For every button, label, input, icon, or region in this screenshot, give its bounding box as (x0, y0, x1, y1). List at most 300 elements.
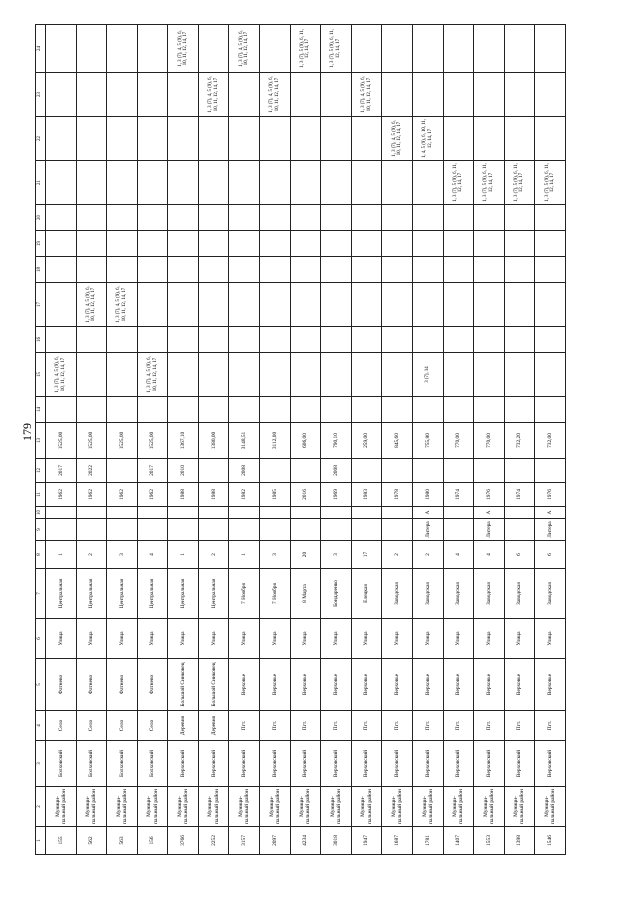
rotated-table-area (35, 25, 566, 855)
housing-registry-table (35, 24, 566, 855)
column-number: 24 (36, 25, 46, 73)
table-cell: Верховье (321, 659, 352, 711)
table-cell: Пгт. (412, 711, 443, 741)
table-body (36, 25, 566, 855)
table-cell: Муници-пальный район (412, 787, 443, 827)
table-cell: Пгт. (535, 711, 566, 741)
table-cell: А (535, 507, 566, 519)
table-cell (382, 161, 413, 205)
table-cell: 2008 (229, 459, 260, 483)
table-row (198, 25, 229, 855)
column-number: 16 (36, 327, 46, 353)
table-row (382, 25, 413, 855)
table-cell (321, 507, 352, 519)
table-cell (168, 205, 199, 231)
table-cell (474, 459, 505, 483)
table-cell: 2 (412, 541, 443, 569)
table-cell: Верховский (321, 741, 352, 787)
table-cell (107, 257, 138, 283)
table-cell: Заводская (474, 569, 505, 619)
table-cell (137, 283, 168, 327)
column-number: 6 (36, 619, 46, 659)
column-number: 12 (36, 459, 46, 483)
table-cell: 1982 (229, 483, 260, 507)
table-cell: 2252 (198, 827, 229, 855)
table-cell (474, 257, 505, 283)
table-cell: 1407 (443, 827, 474, 855)
table-cell: Верховский (260, 741, 291, 787)
table-cell: Деревня (198, 711, 229, 741)
table-cell: Пгт. (474, 711, 505, 741)
table-cell: Болховский (107, 741, 138, 787)
table-cell: 1, 3 (7), 5 (9), 6, 11, 12, 14, 17 (443, 161, 474, 205)
table-cell: Заводская (443, 569, 474, 619)
table-cell: Село (76, 711, 107, 741)
table-cell (168, 257, 199, 283)
table-cell: Деревня (168, 711, 199, 741)
table-cell: Верховский (382, 741, 413, 787)
table-cell (198, 327, 229, 353)
table-cell: Литера (474, 519, 505, 541)
table-cell (46, 161, 77, 205)
table-cell: Пгт. (504, 711, 535, 741)
column-number-row (36, 25, 46, 855)
table-cell (229, 507, 260, 519)
table-cell: 1969 (321, 483, 352, 507)
table-cell (76, 519, 107, 541)
table-cell (351, 519, 382, 541)
table-cell (260, 459, 291, 483)
table-cell (443, 283, 474, 327)
table-row (107, 25, 138, 855)
table-row (351, 25, 382, 855)
table-cell: Улица (107, 619, 138, 659)
table-cell (412, 257, 443, 283)
table-cell (76, 231, 107, 257)
table-cell (535, 283, 566, 327)
table-cell: 156 (137, 827, 168, 855)
table-cell (474, 231, 505, 257)
table-cell (504, 25, 535, 73)
table-cell (137, 73, 168, 117)
table-cell (46, 205, 77, 231)
table-cell: Елецкая (351, 569, 382, 619)
table-cell (351, 327, 382, 353)
table-cell (198, 353, 229, 397)
table-cell (351, 283, 382, 327)
table-cell: 2022 (76, 459, 107, 483)
table-cell: Муници-пальный район (443, 787, 474, 827)
table-cell (474, 117, 505, 161)
table-cell (290, 507, 321, 519)
table-cell: Муници-пальный район (290, 787, 321, 827)
table-cell (412, 397, 443, 423)
table-cell (76, 257, 107, 283)
table-cell (351, 397, 382, 423)
table-cell: Центральная (76, 569, 107, 619)
table-cell: 1 (46, 541, 77, 569)
table-cell: Бондаренко (321, 569, 352, 619)
table-cell: Литера (535, 519, 566, 541)
table-cell: Верховье (290, 659, 321, 711)
table-cell (382, 519, 413, 541)
table-cell: 1974 (504, 483, 535, 507)
table-cell: Муници-пальный район (198, 787, 229, 827)
table-row (137, 25, 168, 855)
column-number: 14 (36, 397, 46, 423)
table-cell: 1553 (474, 827, 505, 855)
table-cell: Заводская (504, 569, 535, 619)
table-cell (412, 231, 443, 257)
table-cell (137, 397, 168, 423)
table-cell: 1, 3 (7), 5 (9), 6, 11, 12, 14, 17 (504, 161, 535, 205)
table-cell: Фатнево (137, 659, 168, 711)
table-cell: Верховье (260, 659, 291, 711)
table-row (321, 25, 352, 855)
table-cell: 155 (46, 827, 77, 855)
table-cell: Центральная (107, 569, 138, 619)
table-cell: Улица (229, 619, 260, 659)
table-cell (535, 205, 566, 231)
table-cell: 7 Ноября (229, 569, 260, 619)
table-cell (321, 73, 352, 117)
table-cell: 6 (504, 541, 535, 569)
table-cell: Улица (474, 619, 505, 659)
table-cell: Муници-пальный район (321, 787, 352, 827)
table-cell (443, 205, 474, 231)
table-cell: 1, 3 (7), 5 (9), 6, 11, 12, 14, 17 (290, 25, 321, 73)
column-number: 3 (36, 741, 46, 787)
table-cell: 1978 (382, 483, 413, 507)
table-cell: Литера (412, 519, 443, 541)
table-cell (260, 25, 291, 73)
table-cell (107, 459, 138, 483)
table-cell: 1962 (107, 483, 138, 507)
table-cell: 1525,00 (137, 423, 168, 459)
table-cell: 732,00 (535, 423, 566, 459)
table-cell: Центральная (46, 569, 77, 619)
table-cell: 3112,00 (260, 423, 291, 459)
table-cell (76, 205, 107, 231)
table-cell: Центральная (137, 569, 168, 619)
table-cell: Верховский (290, 741, 321, 787)
table-row (290, 25, 321, 855)
table-cell (443, 519, 474, 541)
table-cell (229, 231, 260, 257)
table-cell: Верховье (474, 659, 505, 711)
table-cell (76, 161, 107, 205)
table-cell (535, 459, 566, 483)
table-cell: 1525,00 (76, 423, 107, 459)
table-cell (198, 397, 229, 423)
table-cell (382, 283, 413, 327)
table-cell: 3 (260, 541, 291, 569)
table-cell: 3157 (229, 827, 260, 855)
table-cell (229, 117, 260, 161)
table-cell: Муници-пальный район (168, 787, 199, 827)
table-cell (46, 231, 77, 257)
column-number: 1 (36, 827, 46, 855)
table-cell: 790,10 (321, 423, 352, 459)
table-cell (290, 117, 321, 161)
table-cell: Пгт. (382, 711, 413, 741)
table-cell (260, 161, 291, 205)
table-cell: 3 (107, 541, 138, 569)
table-cell (382, 507, 413, 519)
table-cell: Пгт. (229, 711, 260, 741)
table-cell (260, 205, 291, 231)
table-cell (168, 231, 199, 257)
table-cell (412, 205, 443, 231)
table-cell: Муници-пальный район (229, 787, 260, 827)
table-cell: А (474, 507, 505, 519)
table-cell: Улица (351, 619, 382, 659)
table-cell: 1 (229, 541, 260, 569)
table-cell (260, 257, 291, 283)
table-cell: 1398 (504, 827, 535, 855)
table-cell: 7 Ноября (260, 569, 291, 619)
table-cell (412, 459, 443, 483)
table-cell: Верховье (382, 659, 413, 711)
table-cell (137, 519, 168, 541)
table-cell (168, 73, 199, 117)
table-cell (321, 205, 352, 231)
table-cell: Болховский (46, 741, 77, 787)
table-cell (137, 205, 168, 231)
table-cell (290, 161, 321, 205)
table-cell: 1, 3 (7), 4, 5 (9), 6, 10, 11, 12, 14, 17 (260, 73, 291, 117)
table-cell (46, 283, 77, 327)
table-cell (260, 283, 291, 327)
table-cell: 755,80 (412, 423, 443, 459)
table-cell (229, 283, 260, 327)
table-cell (474, 283, 505, 327)
table-cell: 2010 (168, 459, 199, 483)
table-cell (535, 327, 566, 353)
table-row (412, 25, 443, 855)
table-cell (76, 353, 107, 397)
table-cell: Улица (443, 619, 474, 659)
table-cell: Болховский (76, 741, 107, 787)
table-cell: Заводская (382, 569, 413, 619)
table-cell (474, 353, 505, 397)
table-cell: 1 (168, 541, 199, 569)
table-cell: Пгт. (290, 711, 321, 741)
table-cell: 20 (290, 541, 321, 569)
table-cell (290, 283, 321, 327)
table-cell: 2008 (321, 459, 352, 483)
column-number: 22 (36, 117, 46, 161)
table-cell: 259,00 (351, 423, 382, 459)
table-cell: 845,60 (382, 423, 413, 459)
table-cell (443, 507, 474, 519)
table-cell (290, 353, 321, 397)
table-cell (443, 231, 474, 257)
column-number: 23 (36, 73, 46, 117)
table-cell (382, 231, 413, 257)
table-cell (382, 257, 413, 283)
table-cell: Фатнево (107, 659, 138, 711)
column-number: 2 (36, 787, 46, 827)
table-cell: 4 (474, 541, 505, 569)
table-cell (229, 205, 260, 231)
table-cell (168, 397, 199, 423)
table-cell (229, 519, 260, 541)
column-number: 10 (36, 507, 46, 519)
table-cell (321, 327, 352, 353)
page-number: 179 (20, 423, 34, 441)
table-cell (504, 257, 535, 283)
column-number: 21 (36, 161, 46, 205)
table-cell (168, 161, 199, 205)
table-cell (260, 327, 291, 353)
table-cell: Фатнево (76, 659, 107, 711)
table-cell: 1983 (351, 483, 382, 507)
table-cell: 1976 (474, 483, 505, 507)
table-cell (107, 117, 138, 161)
table-row (260, 25, 291, 855)
table-cell: 1, 3 (7), 4, 5 (9), 6, 10, 11, 12, 14, 17 (229, 25, 260, 73)
table-cell: Улица (198, 619, 229, 659)
table-cell: Муници-пальный район (76, 787, 107, 827)
table-cell (168, 353, 199, 397)
table-cell (260, 397, 291, 423)
table-cell: Верховский (351, 741, 382, 787)
table-cell: 1985 (260, 483, 291, 507)
table-cell (474, 205, 505, 231)
column-number: 19 (36, 231, 46, 257)
table-cell (198, 507, 229, 519)
table-cell (107, 73, 138, 117)
table-cell: Улица (168, 619, 199, 659)
table-cell (76, 507, 107, 519)
table-cell: Муници-пальный район (382, 787, 413, 827)
table-cell: Верховский (535, 741, 566, 787)
table-cell (260, 353, 291, 397)
table-cell: 17 (351, 541, 382, 569)
table-cell (351, 507, 382, 519)
table-cell: Муници-пальный район (504, 787, 535, 827)
column-number: 17 (36, 283, 46, 327)
table-cell: Село (107, 711, 138, 741)
table-cell: 1, 3 (7), 4, 5 (9), 6, 10, 11, 12, 14, 17 (46, 353, 77, 397)
table-cell (412, 327, 443, 353)
table-cell (382, 459, 413, 483)
table-cell (76, 327, 107, 353)
table-cell: 1980 (412, 483, 443, 507)
table-cell (535, 73, 566, 117)
table-cell: Центральная (168, 569, 199, 619)
table-cell: Верховский (412, 741, 443, 787)
table-cell: 2 (76, 541, 107, 569)
table-cell (351, 459, 382, 483)
table-cell (76, 25, 107, 73)
table-cell (321, 257, 352, 283)
table-cell (535, 257, 566, 283)
table-cell: 606,00 (290, 423, 321, 459)
table-cell (198, 161, 229, 205)
table-cell (474, 73, 505, 117)
table-cell: Фатнево (46, 659, 77, 711)
table-cell (198, 25, 229, 73)
table-cell (412, 25, 443, 73)
table-cell: 1, 3 (7), 5 (9), 6, 11, 12, 14, 17 (321, 25, 352, 73)
table-cell (198, 459, 229, 483)
table-cell: Верховский (168, 741, 199, 787)
table-cell: Болховский (137, 741, 168, 787)
table-cell: Пгт. (260, 711, 291, 741)
table-row (168, 25, 199, 855)
table-cell: 1988 (198, 483, 229, 507)
table-row (443, 25, 474, 855)
table-cell (504, 231, 535, 257)
table-cell (290, 327, 321, 353)
column-number: 7 (36, 569, 46, 619)
table-cell: 563 (107, 827, 138, 855)
table-cell (535, 117, 566, 161)
table-cell (198, 231, 229, 257)
table-cell: 1974 (443, 483, 474, 507)
column-number: 11 (36, 483, 46, 507)
table-cell (260, 507, 291, 519)
table-cell: Верховский (474, 741, 505, 787)
table-cell: 2 (198, 541, 229, 569)
column-number: 20 (36, 205, 46, 231)
table-cell: 1962 (46, 483, 77, 507)
table-cell (382, 397, 413, 423)
table-cell (321, 283, 352, 327)
table-cell: 1, 3 (7), 5 (9), 6, 11, 12, 14, 17 (474, 161, 505, 205)
table-cell (535, 231, 566, 257)
table-cell: Улица (504, 619, 535, 659)
table-cell: 4 (443, 541, 474, 569)
table-cell (137, 117, 168, 161)
table-cell (137, 507, 168, 519)
table-cell (76, 397, 107, 423)
table-cell (474, 25, 505, 73)
table-cell (107, 161, 138, 205)
table-cell: Центральная (198, 569, 229, 619)
table-cell (198, 205, 229, 231)
table-cell (229, 397, 260, 423)
table-cell (137, 327, 168, 353)
table-cell (46, 519, 77, 541)
table-cell (504, 117, 535, 161)
table-cell: 1, 4, 5 (9), 6, 10, 11, 12, 14, 17 (412, 117, 443, 161)
table-cell: Муници-пальный район (107, 787, 138, 827)
table-cell: 1962 (76, 483, 107, 507)
table-cell (351, 257, 382, 283)
table-cell (137, 25, 168, 73)
table-cell: Улица (321, 619, 352, 659)
table-cell: 1, 3 (7), 4, 5 (9), 6, 10, 11, 12, 14, 17 (107, 283, 138, 327)
table-cell: 1, 3 (7), 4, 5 (9), 6, 10, 11, 12, 14, 17 (351, 73, 382, 117)
table-cell: 1380,00 (198, 423, 229, 459)
table-cell (504, 353, 535, 397)
table-cell: 4 (137, 541, 168, 569)
table-cell (321, 353, 352, 397)
table-cell (443, 397, 474, 423)
table-cell: Улица (382, 619, 413, 659)
table-cell: Верховье (351, 659, 382, 711)
table-cell: Улица (137, 619, 168, 659)
table-cell (382, 73, 413, 117)
table-cell (198, 117, 229, 161)
table-cell (321, 231, 352, 257)
table-cell (351, 231, 382, 257)
table-cell: 4234 (290, 827, 321, 855)
table-cell: 732,20 (504, 423, 535, 459)
